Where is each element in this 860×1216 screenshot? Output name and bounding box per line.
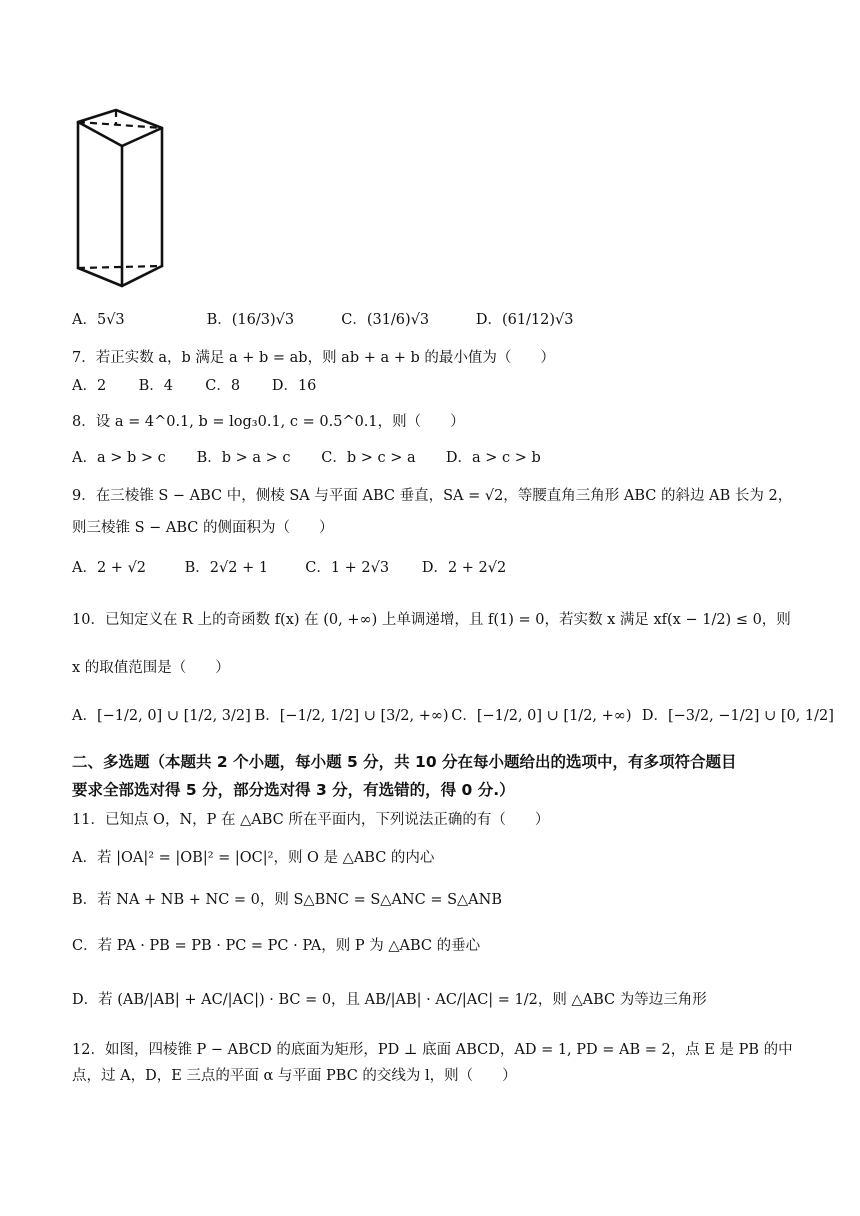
q9-options xyxy=(72,556,542,577)
q6-options xyxy=(72,308,626,329)
q8-stem: 8．设 a = 4^0.1, b = log₃0.1, c = 0.5^0.1，则（ ） xyxy=(72,414,465,430)
q9-option-d: D．2 + 2√2 xyxy=(421,560,507,576)
q12-stem-line1: 12．如图，四棱锥 P − ABCD 的底面为矩形，PD ⊥ 底面 ABCD，AD = 1, PD = AB = 2，点 E 是 PB 的中 xyxy=(72,1042,793,1058)
q6-option-b: B．(16/3)√3 xyxy=(206,312,295,328)
q9-stem-line2: 则三棱锥 S − ABC 的侧面积为（ ） xyxy=(72,520,334,536)
q7-option-b: B．4 xyxy=(138,378,173,394)
q7-options xyxy=(72,374,342,395)
q6-option-c: C．(31/6)√3 xyxy=(341,312,430,328)
q7-option-d: D．16 xyxy=(271,378,317,394)
q6-option-a: A．5√3 xyxy=(72,312,125,328)
q8-option-b: B．b > a > c xyxy=(196,450,291,466)
q11-option-d: D．若 (AB/|AB| + AC/|AC|) · BC = 0，且 AB/|AB| · AC/|AC| = 1/2，则 △ABC 为等边三角形 xyxy=(72,992,707,1008)
q9-option-a: A．2 + √2 xyxy=(72,560,147,576)
section-heading-line1: 二、多选题（本题共 2 个小题，每小题 5 分，共 10 分在每小题给出的选项中，有多项符合题目 xyxy=(72,753,737,771)
q10-stem-line2: x 的取值范围是（ ） xyxy=(72,660,230,676)
section-heading-line2: 要求全部选对得 5 分，部分选对得 3 分，有选错的，得 0 分.） xyxy=(72,781,515,799)
rectangular-prism-figure xyxy=(72,108,168,292)
q12-stem-line2: 点，过 A，D，E 三点的平面 α 与平面 PBC 的交线为 l，则（ ） xyxy=(72,1068,517,1084)
prism-drawing xyxy=(72,108,168,288)
q8-option-d: D．a > c > b xyxy=(445,450,541,466)
q8-option-c: C．b > c > a xyxy=(321,450,416,466)
q7-option-a: A．2 xyxy=(72,378,107,394)
q11-stem: 11．已知点 O，N，P 在 △ABC 所在平面内，下列说法正确的有（ ） xyxy=(72,812,550,828)
q10-option-b: B．[−1/2, 1/2] ∪ [3/2, +∞) xyxy=(254,708,449,724)
q11-option-a: A．若 |OA|² = |OB|² = |OC|²，则 O 是 △ABC 的内心 xyxy=(72,850,435,866)
q7-option-c: C．8 xyxy=(205,378,241,394)
q10-option-c: C．[−1/2, 0] ∪ [1/2, +∞) xyxy=(451,708,632,724)
q8-option-a: A．a > b > c xyxy=(72,450,166,466)
q8-options xyxy=(72,446,566,467)
q10-option-a: A．[−1/2, 0] ∪ [1/2, 3/2] xyxy=(72,708,251,724)
q7-stem: 7．若正实数 a，b 满足 a + b = ab，则 ab + a + b 的最小值为（ ） xyxy=(72,350,555,366)
q10-options xyxy=(72,704,834,725)
q9-option-b: B．2√2 + 1 xyxy=(184,560,269,576)
q10-option-d: D．[−3/2, −1/2] ∪ [0, 1/2] xyxy=(641,708,834,724)
q11-option-c: C．若 PA · PB = PB · PC = PC · PA，则 P 为 △ABC 的垂心 xyxy=(72,938,481,954)
q6-option-d: D．(61/12)√3 xyxy=(475,312,574,328)
q9-option-c: C．1 + 2√3 xyxy=(305,560,390,576)
q9-stem-line1: 9．在三棱锥 S − ABC 中，侧棱 SA 与平面 ABC 垂直，SA = √2，等腰直角三角形 ABC 的斜边 AB 长为 2， xyxy=(72,488,793,504)
q11-option-b: B．若 NA + NB + NC = 0，则 S△BNC = S△ANC = S△ANB xyxy=(72,892,502,908)
q10-stem-line1: 10．已知定义在 R 上的奇函数 f(x) 在 (0, +∞) 上单调递增，且 f(1) = 0，若实数 x 满足 xf(x − 1/2) ≤ 0，则 xyxy=(72,612,791,628)
